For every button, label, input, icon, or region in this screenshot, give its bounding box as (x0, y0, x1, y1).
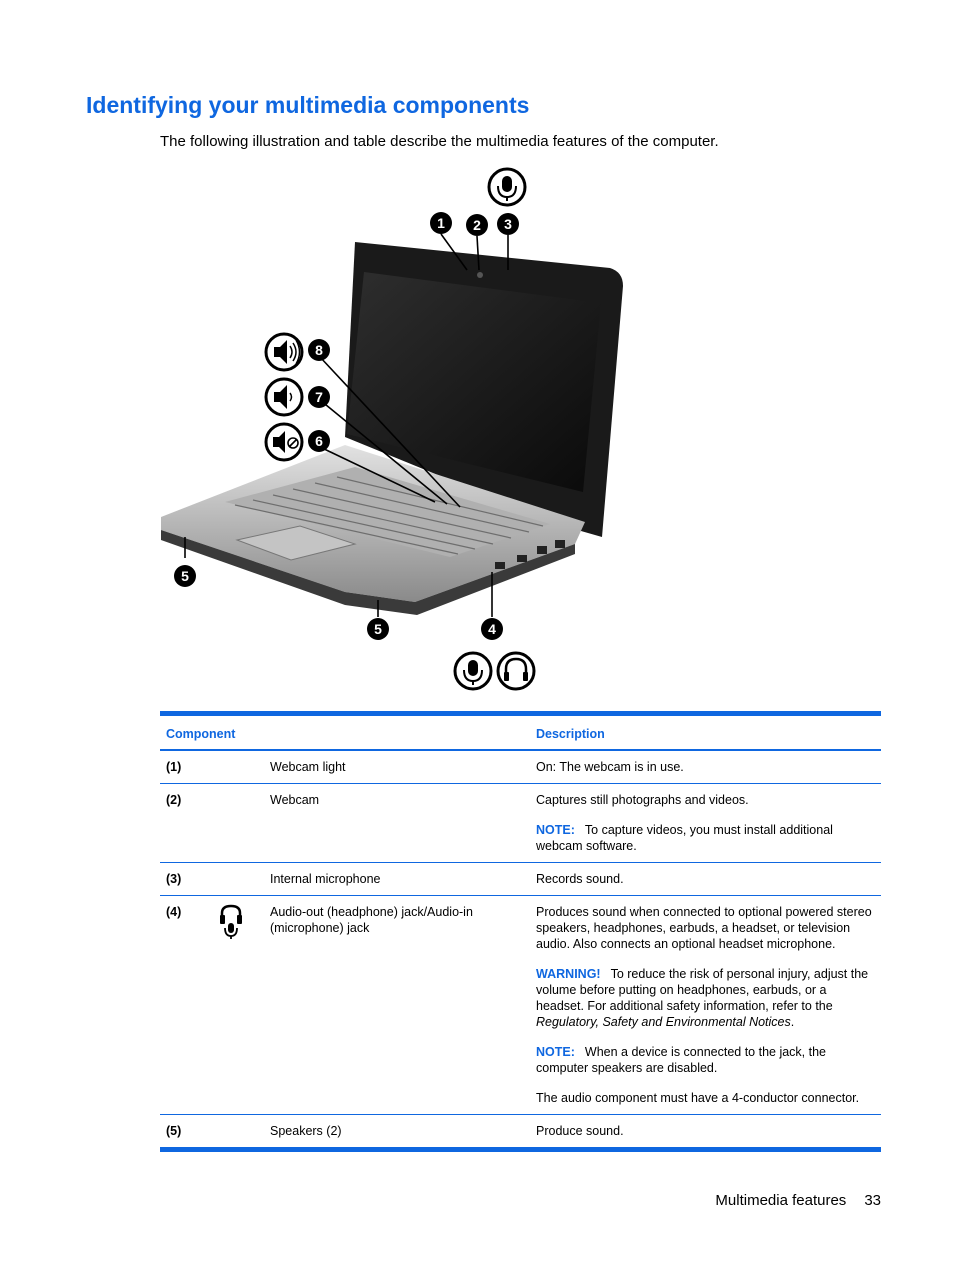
table-row (160, 896, 881, 1115)
note-label: NOTE: (536, 823, 575, 837)
description-text: Captures still photographs and videos. (536, 793, 749, 807)
page-number: 33 (864, 1192, 881, 1209)
row-icon-cell (212, 1115, 264, 1150)
page-title: Identifying your multimedia components (86, 92, 530, 118)
speaker-up-icon (266, 334, 302, 370)
callout-3 (497, 213, 519, 235)
note-text: To capture videos, you must install additional webcam software. (536, 823, 833, 853)
callout-5b (367, 618, 389, 640)
row-number: (5) (166, 1124, 182, 1138)
table-row (160, 1115, 881, 1150)
description-text: Produces sound when connected to optional powered stereo speakers, headphones, earbuds, a headset, or television audio. Also connects an optional headset microphone. (536, 905, 872, 951)
description-text: Records sound. (536, 872, 624, 886)
callout-4 (481, 618, 503, 640)
warning-end: . (790, 1015, 795, 1029)
warning (536, 966, 875, 1030)
row-number: (1) (166, 760, 182, 774)
header-component: Component (166, 727, 236, 741)
row-description (530, 784, 881, 863)
note (536, 1044, 875, 1076)
headset-icon (218, 904, 244, 940)
callout-1 (430, 212, 452, 234)
callout-label: 6 (315, 433, 323, 449)
row-description (530, 863, 881, 896)
description-text: Produce sound. (536, 1124, 624, 1138)
speaker-down-icon (266, 379, 302, 415)
row-description (530, 750, 881, 784)
table-header-row (160, 714, 881, 751)
callout-label: 2 (473, 217, 481, 233)
row-icon-cell (212, 896, 264, 1115)
warning-label: WARNING! (536, 967, 601, 981)
callout-label: 1 (437, 215, 445, 231)
callout-label: 5 (374, 621, 382, 637)
row-component: Webcam (270, 793, 320, 807)
row-description (530, 1115, 881, 1150)
callout-label: 8 (315, 342, 323, 358)
description-text: On: The webcam is in use. (536, 760, 684, 774)
row-component: Webcam light (270, 760, 346, 774)
row-icon-cell (212, 750, 264, 784)
header-description: Description (536, 727, 605, 741)
callout-label: 3 (504, 216, 512, 232)
note-text: When a device is connected to the jack, the computer speakers are disabled. (536, 1045, 827, 1075)
row-icon-cell (212, 863, 264, 896)
microphone-jack-icon (455, 653, 491, 689)
warning-reference: Regulatory, Safety and Environmental Notices (536, 1015, 791, 1029)
row-number: (4) (166, 905, 182, 919)
footer-section: Multimedia features (715, 1192, 847, 1209)
headphone-icon (498, 653, 534, 689)
row-component: Audio-out (headphone) jack/Audio-in (microphone) jack (270, 905, 473, 935)
laptop-illustration (155, 162, 625, 697)
callout-label: 5 (181, 568, 189, 584)
intro-paragraph: The following illustration and table describe the multimedia features of the computer. (160, 133, 719, 150)
row-description (530, 896, 881, 1115)
microphone-icon (489, 169, 525, 205)
row-number: (3) (166, 872, 182, 886)
extra-text: The audio component must have a 4-conductor connector. (536, 1091, 860, 1105)
row-component: Internal microphone (270, 872, 381, 886)
laptop-drawing (161, 242, 623, 615)
callout-8 (308, 339, 330, 361)
warning-text: To reduce the risk of personal injury, adjust the volume before putting on headphones, earbuds, or a headset. For additional safety information, refer to the (536, 967, 869, 1013)
row-component: Speakers (2) (270, 1124, 342, 1138)
callout-label: 4 (488, 621, 496, 637)
callout-6 (308, 430, 330, 452)
row-icon-cell (212, 784, 264, 863)
callout-7 (308, 386, 330, 408)
components-table (160, 711, 881, 1152)
callout-label: 7 (315, 389, 323, 405)
row-number: (2) (166, 793, 182, 807)
callout-2 (466, 214, 488, 236)
table-row (160, 750, 881, 784)
note-label: NOTE: (536, 1045, 575, 1059)
callout-5 (174, 565, 196, 587)
page-footer (715, 1192, 881, 1209)
table-row (160, 863, 881, 896)
table-row (160, 784, 881, 863)
note (536, 822, 875, 854)
speaker-mute-icon (266, 424, 302, 460)
